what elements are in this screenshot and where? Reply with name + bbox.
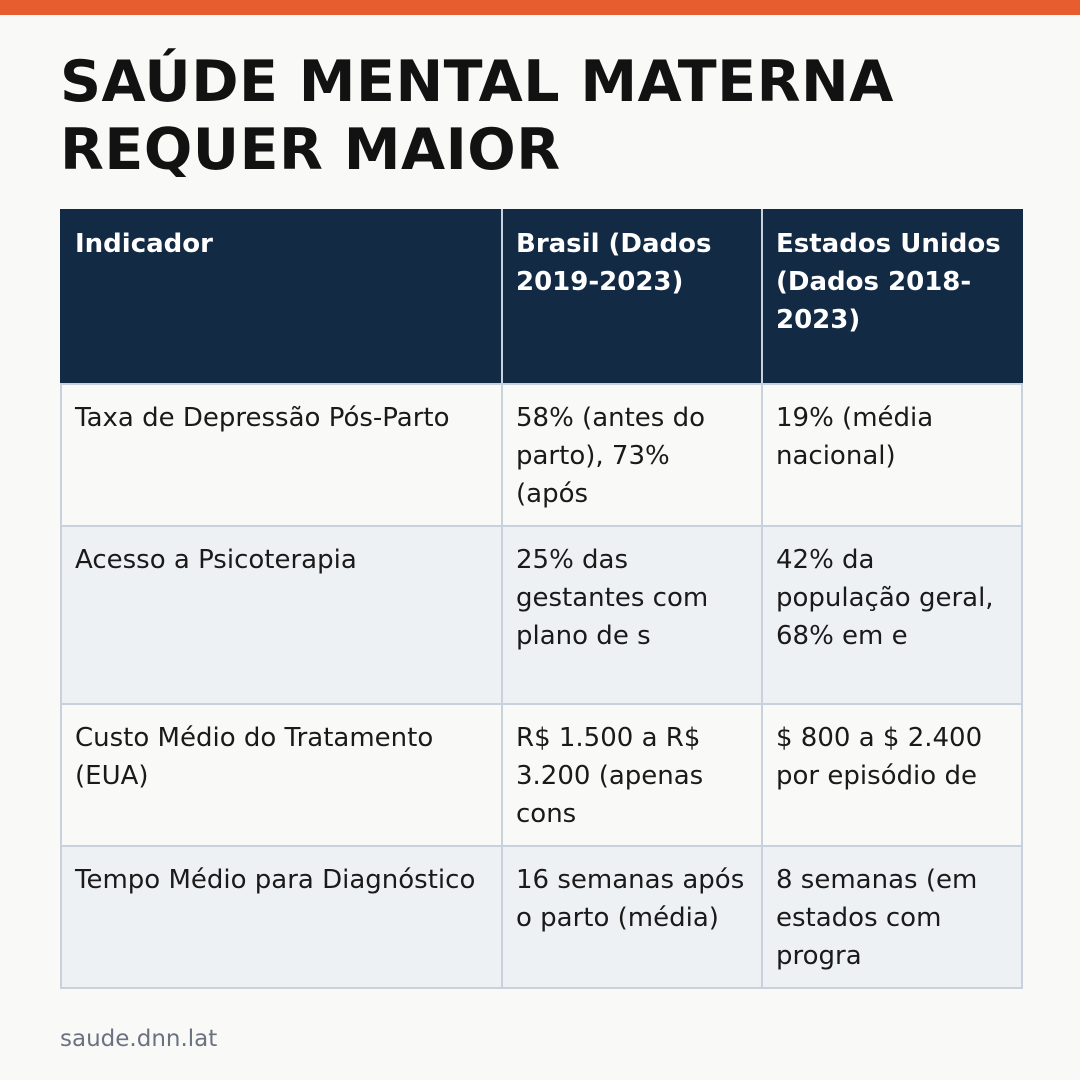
brasil-cell: 16 semanas após o parto (média) [502, 846, 762, 988]
brasil-cell: 25% das gestantes com plano de s [502, 526, 762, 704]
comparison-table [60, 209, 1023, 989]
column-header-brasil: Brasil (Dados 2019-2023) [502, 210, 762, 384]
column-header-indicador: Indicador [61, 210, 502, 384]
estados-unidos-cell: 42% da população geral, 68% em e [762, 526, 1022, 704]
indicator-cell: Custo Médio do Tratamento (EUA) [61, 704, 502, 846]
table-row [61, 526, 1022, 704]
estados-unidos-cell: 8 semanas (em estados com progra [762, 846, 1022, 988]
indicator-cell: Tempo Médio para Diagnóstico [61, 846, 502, 988]
indicator-cell: Acesso a Psicoterapia [61, 526, 502, 704]
table-row [61, 704, 1022, 846]
accent-top-bar [0, 0, 1080, 15]
brasil-cell: R$ 1.500 a R$ 3.200 (apenas cons [502, 704, 762, 846]
column-header-estados-unidos: Estados Unidos (Dados 2018-2023) [762, 210, 1022, 384]
table-row [61, 384, 1022, 526]
source-link[interactable]: saude.dnn.lat [60, 1026, 218, 1052]
page-title: SAÚDE MENTAL MATERNA REQUER MAIOR [60, 49, 894, 183]
estados-unidos-cell: 19% (média nacional) [762, 384, 1022, 526]
table-header-row [61, 210, 1022, 384]
estados-unidos-cell: $ 800 a $ 2.400 por episódio de [762, 704, 1022, 846]
brasil-cell: 58% (antes do parto), 73% (após [502, 384, 762, 526]
indicator-cell: Taxa de Depressão Pós-Parto [61, 384, 502, 526]
table-row [61, 846, 1022, 988]
